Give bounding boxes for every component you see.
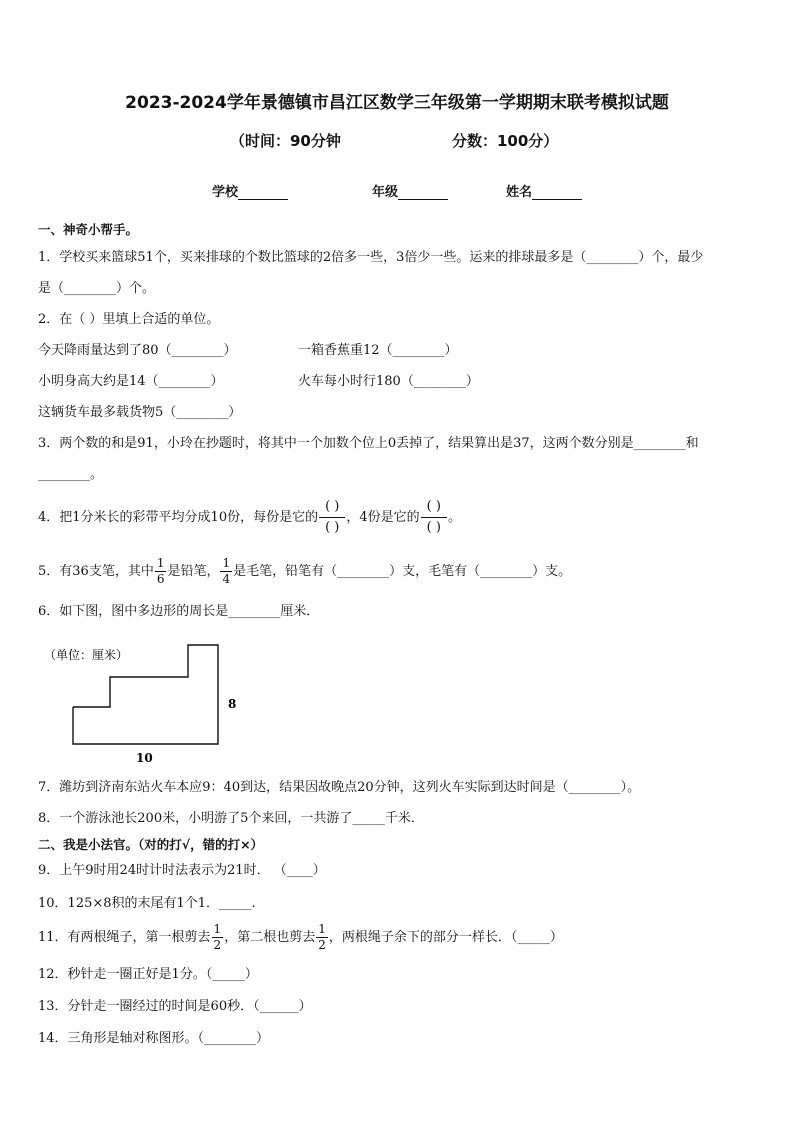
question-10: 10．125×8积的末尾有1个1．_____. [38, 896, 256, 911]
fraction-numerator: 1 [222, 556, 231, 570]
grade-label: 年级 [372, 185, 399, 200]
fraction-denominator: 4 [222, 572, 231, 586]
question-4-fraction-2[interactable] [421, 497, 447, 538]
question-5 [38, 556, 571, 587]
grade-field[interactable] [372, 181, 448, 200]
question-2-item-banana: 一箱香蕉重12（________） [298, 343, 458, 358]
question-4 [38, 497, 461, 538]
question-6: 6．如下图，图中多边形的周长是________厘米． [38, 604, 320, 619]
fraction-denominator: 2 [318, 938, 326, 952]
figure-height-label: 8 [228, 697, 237, 711]
fraction-one-half [212, 922, 224, 953]
page-title: 2023-2024学年景德镇市昌江区数学三年级第一学期期末联考模拟试题 [125, 93, 669, 113]
exam-score: 分数：100分） [452, 132, 559, 150]
question-2-item-truck: 这辆货车最多载货物5（________） [38, 405, 242, 420]
fraction-denominator: 2 [213, 938, 222, 952]
question-4-fraction-1[interactable] [319, 497, 345, 538]
fraction-one-fourth [220, 556, 232, 587]
polygon-figure [38, 635, 278, 770]
fraction-numerator-blank: ( ) [421, 497, 447, 518]
question-2-item-rainfall: 今天降雨量达到了80（________） [38, 343, 237, 358]
fraction-one-sixth [155, 556, 167, 587]
fraction-denominator-blank: ( ) [426, 520, 441, 535]
question-5-text-b: 是铅笔， [167, 564, 220, 579]
question-11 [38, 922, 563, 953]
exam-time: （时间：90分钟 [230, 132, 341, 150]
figure-width-label: 10 [136, 751, 153, 765]
question-7: 7．潍坊到济南东站火车本应9：40到达，结果因故晚点20分钟，这列火车实际到达时间是（________）。 [38, 780, 641, 795]
fraction-numerator-blank: ( ) [319, 497, 345, 518]
question-1-line-1: 1．学校买来篮球51个，买来排球的个数比篮球的2倍多一些，3倍少一些。运来的排球最多是（________）个，最少 [38, 250, 704, 265]
question-12: 12．秒针走一圈正好是1分。（_____） [38, 967, 258, 982]
question-4-text-a: 4．把1分米长的彩带平均分成10份，每份是它的 [38, 510, 319, 525]
name-field[interactable] [506, 181, 582, 200]
question-11-text-a: 11．有两根绳子，第一根剪去 [38, 930, 211, 945]
question-1-line-2: 是（________）个。 [38, 281, 156, 296]
section-heading-1: 一、神奇小帮手。 [38, 222, 139, 237]
figure-unit-label: （单位：厘米） [44, 648, 129, 662]
school-blank[interactable] [238, 185, 288, 200]
section-heading-2: 二、我是小法官。（对的打√，错的打×） [38, 837, 264, 852]
question-4-text-c: 。 [447, 510, 461, 525]
fraction-numerator: 1 [213, 922, 222, 936]
school-field[interactable] [212, 181, 288, 200]
fraction-denominator-blank: ( ) [325, 520, 340, 535]
fraction-numerator: 1 [156, 556, 165, 570]
question-14: 14．三角形是轴对称图形。（________） [38, 1031, 270, 1046]
question-9: 9．上午9时用24时计时法表示为21时． （____） [38, 863, 326, 878]
question-2: 2．在（ ）里填上合适的单位。 [38, 312, 220, 327]
fraction-denominator: 6 [156, 572, 165, 586]
name-label: 姓名 [506, 185, 533, 200]
question-2-item-height: 小明身高大约是14（________） [38, 374, 224, 389]
school-label: 学校 [212, 185, 239, 200]
question-8: 8．一个游泳池长200米，小明游了5个来回，一共游了_____千米． [38, 811, 424, 826]
question-5-text-c: 是毛笔，铅笔有（________）支，毛笔有（________）支。 [233, 564, 572, 579]
question-4-text-b: ，4份是它的 [346, 510, 420, 525]
name-blank[interactable] [532, 185, 582, 200]
question-2-item-train: 火车每小时行180（________） [298, 374, 479, 389]
question-3-line-1: 3．两个数的和是91，小玲在抄题时，将其中一个加数个位上0丢掉了，结果算出是37，这两个数分别是________和 [38, 436, 699, 451]
question-11-text-c: ，两根绳子余下的部分一样长．（_____） [328, 930, 563, 945]
grade-blank[interactable] [398, 185, 448, 200]
question-3-line-2: ________。 [38, 467, 104, 482]
fraction-numerator: 1 [318, 922, 326, 936]
question-13: 13．分针走一圈经过的时间是60秒．（______） [38, 999, 312, 1014]
question-11-text-b: ，第二根也剪去 [224, 930, 316, 945]
fraction-one-half [316, 922, 328, 953]
question-5-text-a: 5．有36支笔，其中 [38, 564, 154, 579]
